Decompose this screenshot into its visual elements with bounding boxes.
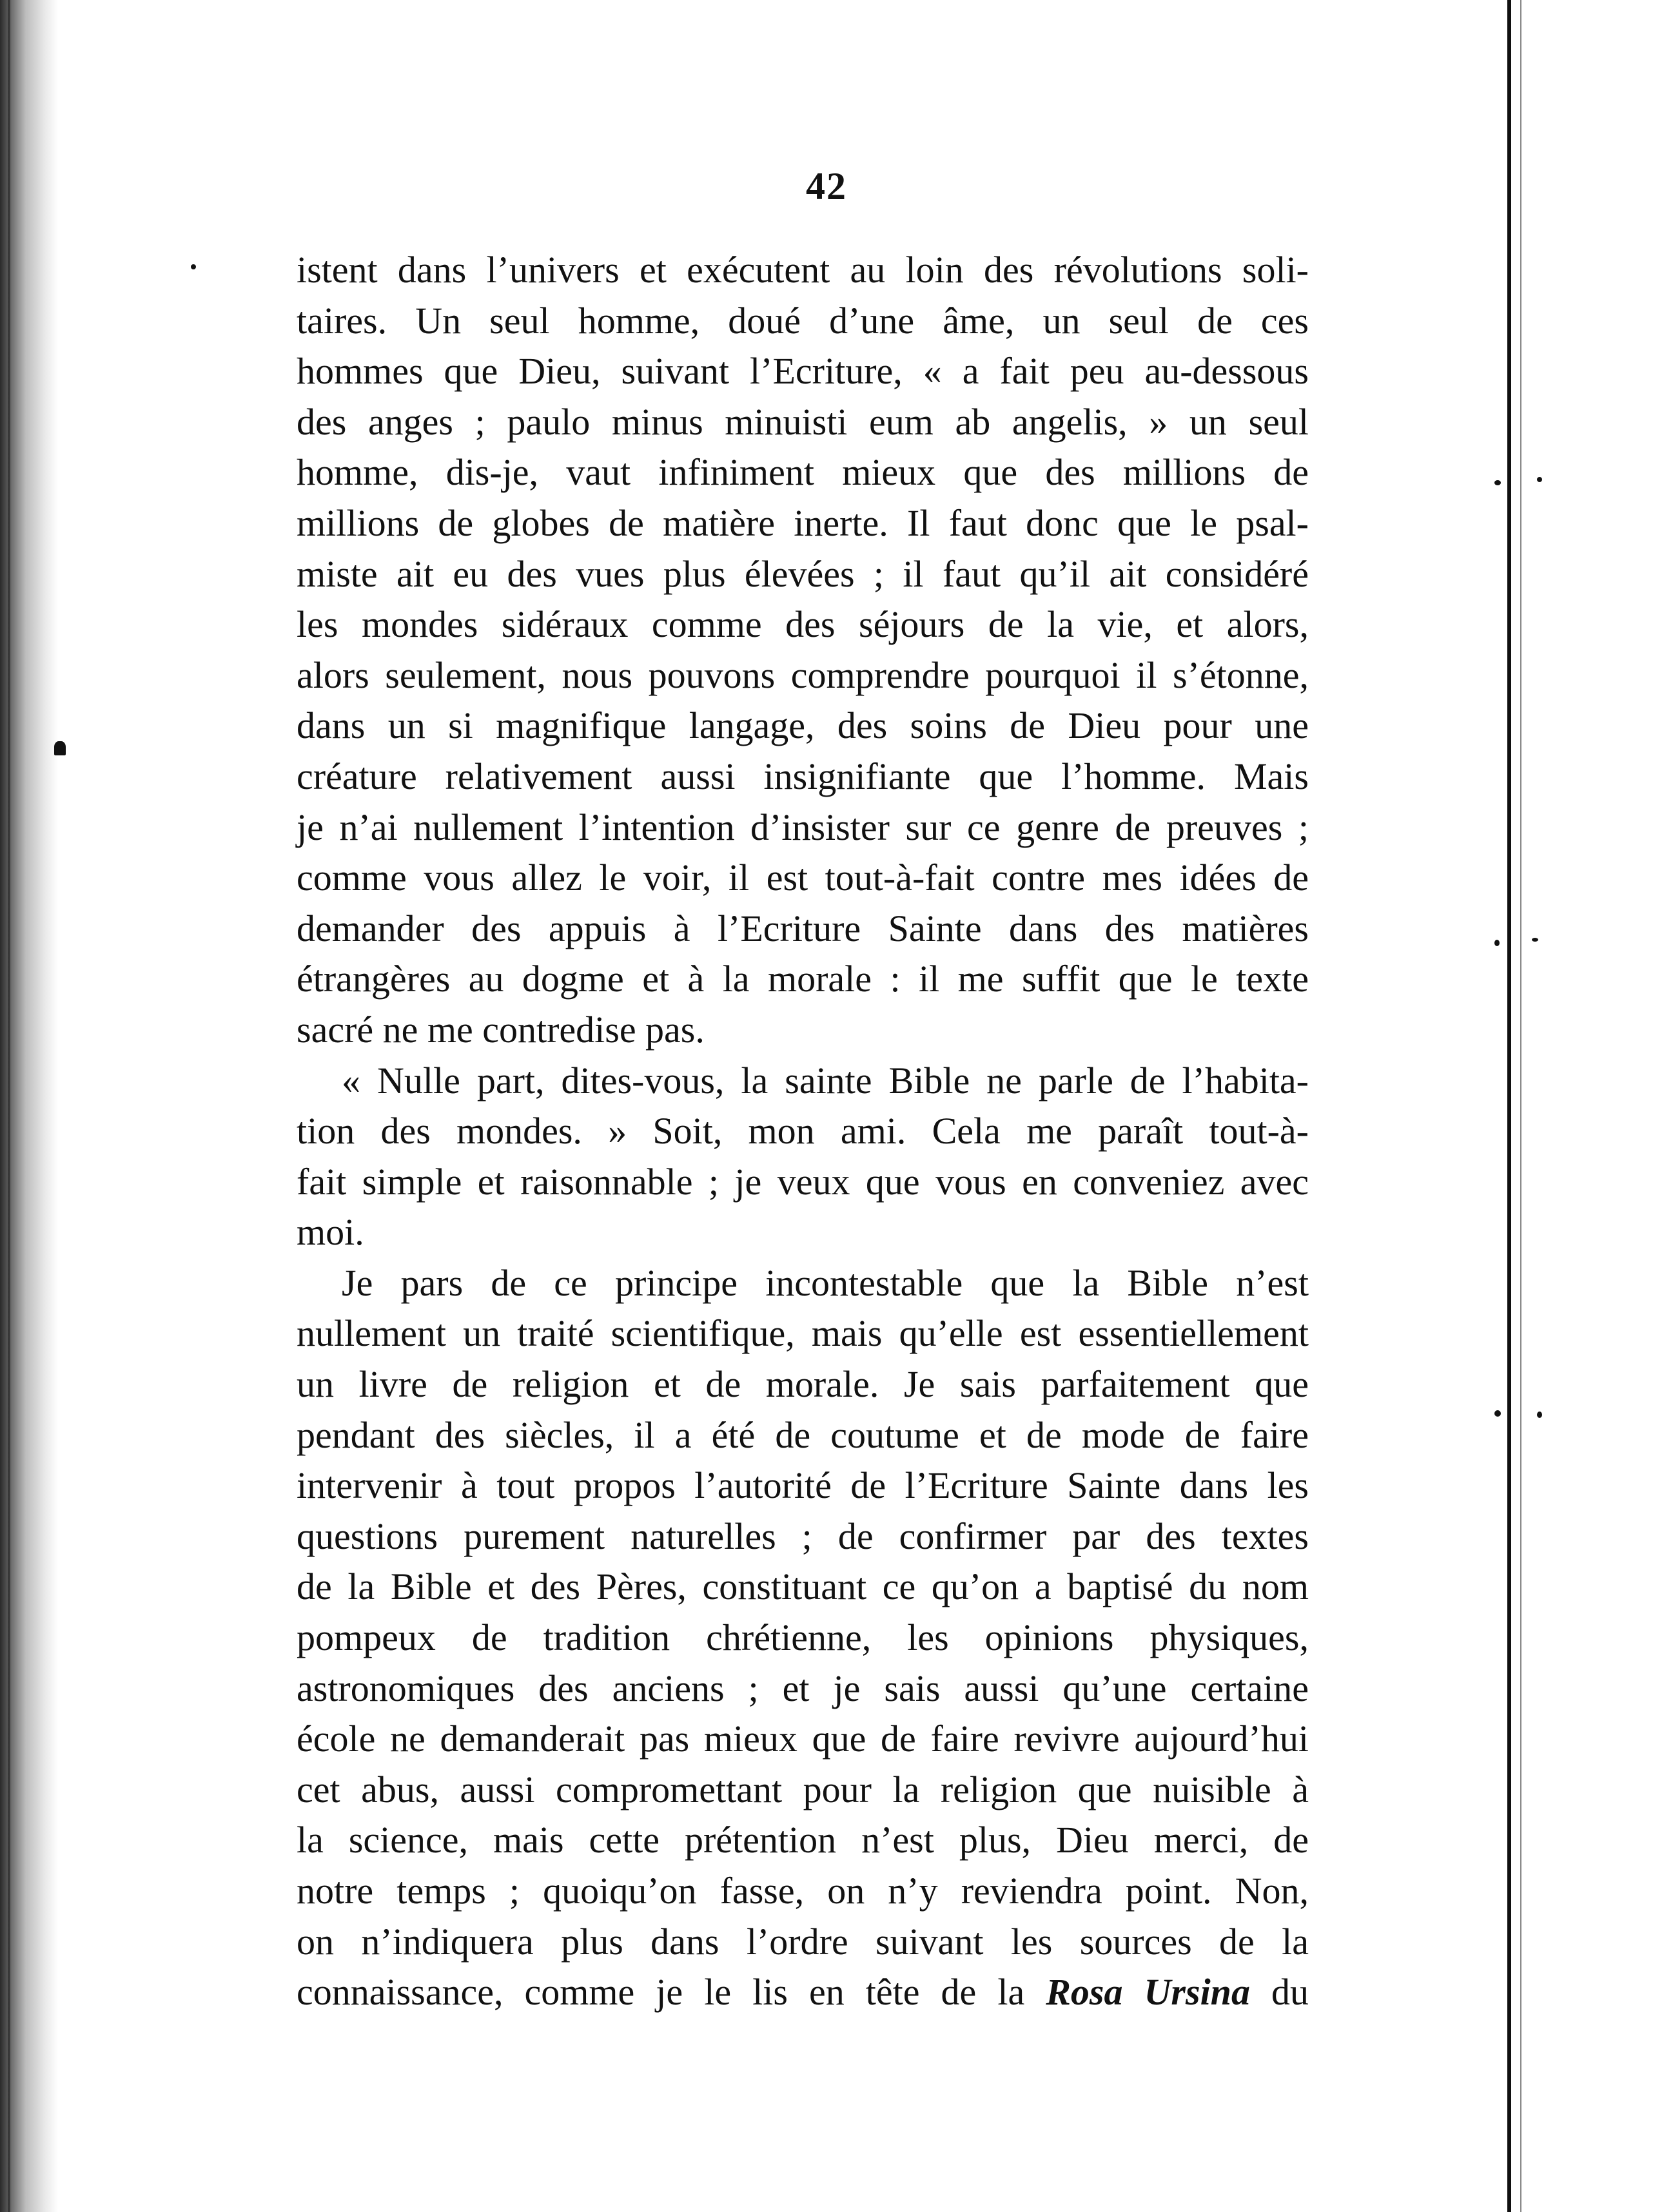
scan-speck [1537,477,1542,482]
text-line: demander des appuis à l’Ecriture Sainte dans des matières [297,907,1309,949]
text-line: « Nulle part, dites-vous, la sainte Bible ne parle de l’habita- [342,1059,1309,1101]
text-line: un livre de religion et de morale. Je sais parfaitement que [297,1363,1309,1406]
text-line: alors seulement, nous pouvons comprendre pourquoi il s’étonne, [297,654,1309,696]
text-line: hommes que Dieu, suivant l’Ecriture, « a fait peu au-dessous [297,350,1309,393]
scan-speck [191,264,196,269]
text-line: questions purement naturelles ; de confirmer par des textes [297,1515,1309,1557]
text-line: cet abus, aussi compromettant pour la religion que nuisible à [297,1768,1309,1810]
scan-speck [1532,938,1538,942]
text-line: intervenir à tout propos l’autorité de l’Ecriture Sainte dans les [297,1464,1309,1507]
book-title-emphasis: Rosa Ursina [1046,1971,1250,2013]
text-line: moi. [297,1211,364,1254]
text-line: fait simple et raisonnable ; je veux que vous en conveniez avec [297,1160,1309,1203]
text-line: pendant des siècles, il a été de coutume et de mode de faire [297,1413,1309,1456]
body-text [297,245,1309,2018]
scan-speck [1494,1410,1501,1417]
binding-rule [1507,0,1511,2212]
text-line: sacré ne me contredise pas. [297,1008,705,1051]
text-line: les mondes sidéraux comme des séjours de la vie, et alors, [297,603,1309,646]
scan-speck [1494,480,1501,485]
text-line: la science, mais cette prétention n’est plus, Dieu merci, de [297,1819,1309,1861]
paragraph [297,245,1309,1056]
text-line-final [297,1967,1309,2018]
text-line: astronomiques des anciens ; et je sais aussi qu’une certaine [297,1667,1309,1709]
text-line: comme vous allez le voir, il est tout-à-fait contre mes idées de [297,857,1309,899]
text-line: je n’ai nullement l’intention d’insister sur ce genre de preuves ; [297,806,1309,848]
text-line: Je pars de ce principe incontestable que la Bible n’est [342,1261,1309,1304]
text-line: miste ait eu des vues plus élevées ; il faut qu’il ait considéré [297,552,1309,595]
text-line: école ne demanderait pas mieux que de faire revivre aujourd’hui [297,1718,1309,1760]
paragraph [297,1056,1309,1258]
binding-rule-thin [1520,0,1521,2212]
scan-stripe [8,0,10,2212]
text-line: créature relativement aussi insignifiante que l’homme. Mais [297,755,1309,797]
text-line: taires. Un seul homme, doué d’une âme, un seul de ces [297,299,1309,342]
text-line: homme, dis-je, vaut infiniment mieux que des millions de [297,451,1309,494]
scan-speck [54,741,66,755]
page-number: 42 [806,165,847,208]
text-line: dans un si magnifique langage, des soins de Dieu pour une [297,704,1309,747]
text-line: nullement un traité scientifique, mais qu’elle est essentiellement [297,1312,1309,1355]
text-line: on n’indiquera plus dans l’ordre suivant les sources de la [297,1920,1309,1963]
scan-speck [1494,940,1500,946]
text-line: millions de globes de matière inerte. Il faut donc que le psal- [297,501,1309,544]
final-line-end: du [1249,1971,1309,2013]
text-line: istent dans l’univers et exécutent au loin des révolutions soli- [297,249,1309,291]
text-line: pompeux de tradition chrétienne, les opinions physiques, [297,1616,1309,1659]
text-line: des anges ; paulo minus minuisti eum ab angelis, » un seul [297,400,1309,443]
text-line: tion des mondes. » Soit, mon ami. Cela me paraît tout-à- [297,1110,1309,1152]
text-line: étrangères au dogme et à la morale : il me suffit que le texte [297,958,1309,1000]
text-line: de la Bible et des Pères, constituant ce qu’on a baptisé du nom [297,1566,1309,1608]
paragraph [297,1258,1309,2018]
final-line-text: connaissance, comme je le lis en tête de la [297,1971,1046,2013]
text-line: notre temps ; quoiqu’on fasse, on n’y reviendra point. Non, [297,1870,1309,1912]
scan-speck [1537,1412,1542,1418]
